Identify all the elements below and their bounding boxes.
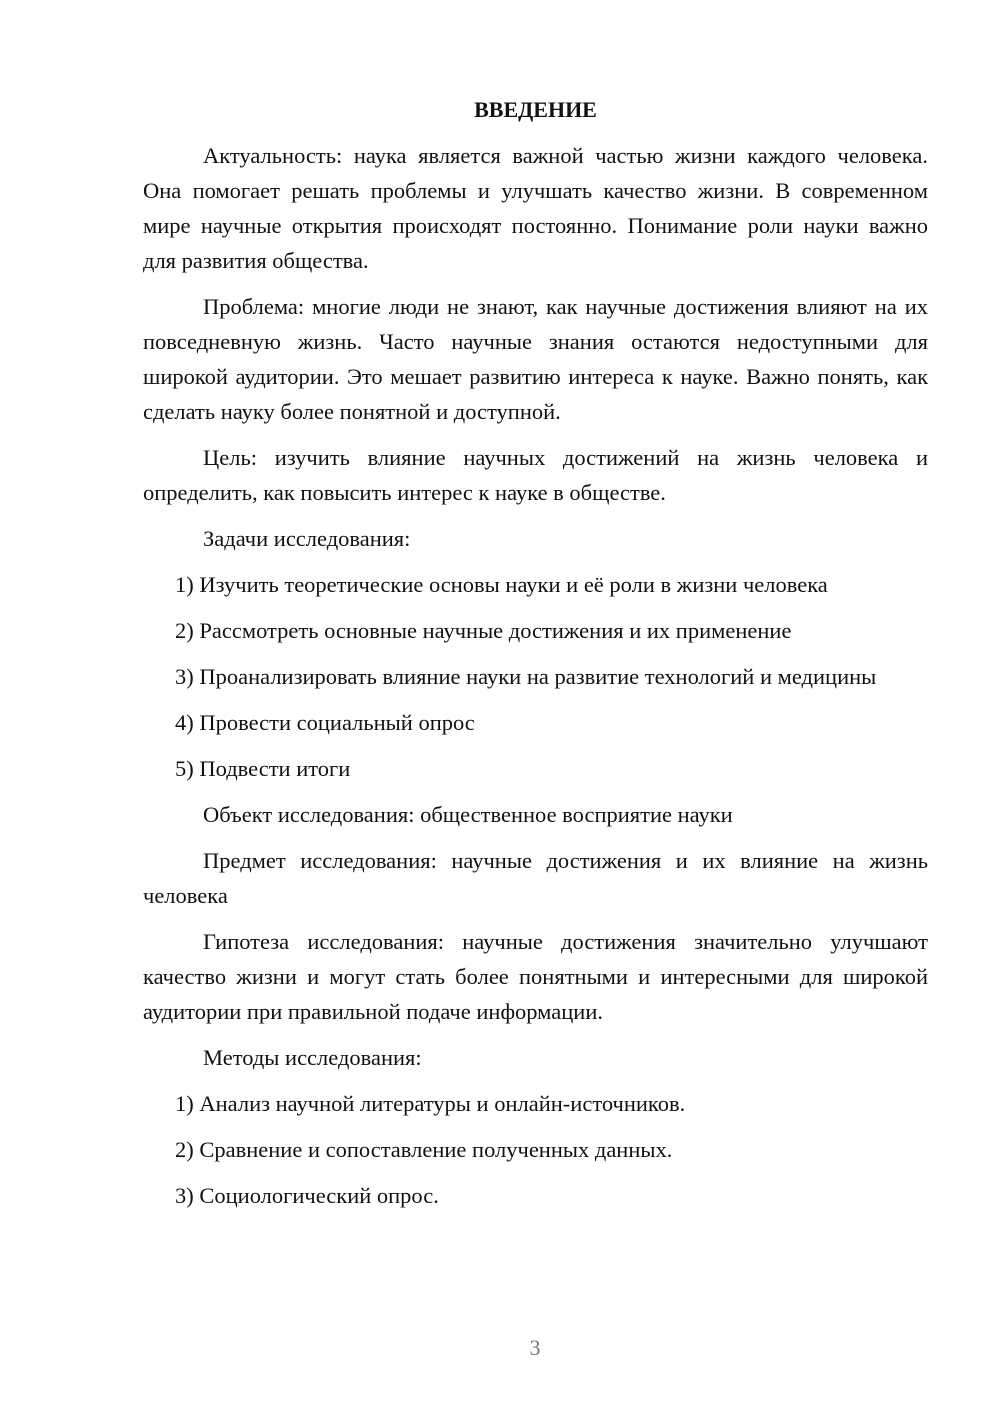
section-title: ВВЕДЕНИЕ — [474, 97, 597, 122]
problem-paragraph: Проблема: многие люди не знают, как научные достижения влияют на их повседневную жизнь. Часто научные знания остаются недоступными для широкой аудитории. Это мешает развитию интереса к науке. Важно понять, как сделать науку более понятной и доступной. — [143, 294, 928, 424]
subject-paragraph: Предмет исследования: научные достижения и их влияние на жизнь человека — [143, 848, 928, 908]
object-paragraph: Объект исследования: общественное восприятие науки — [203, 802, 733, 827]
goal-paragraph: Цель: изучить влияние научных достижений на жизнь человека и определить, как повысить интерес к науке в обществе. — [143, 445, 928, 505]
page-number: 3 — [529, 1335, 541, 1360]
task-item-3: 3) Проанализировать влияние науки на развитие технологий и медицины — [175, 664, 877, 689]
method-item-1: 1) Анализ научной литературы и онлайн-источников. — [175, 1091, 686, 1116]
relevance-paragraph: Актуальность: наука является важной частью жизни каждого человека. Она помогает решать проблемы и улучшать качество жизни. В современном мире научные открытия происходят постоянно. Понимание роли науки важно для развития общества. — [143, 143, 928, 273]
methods-heading: Методы исследования: — [203, 1045, 422, 1070]
tasks-heading: Задачи исследования: — [203, 526, 411, 551]
hypothesis-paragraph: Гипотеза исследования: научные достижения значительно улучшают качество жизни и могут стать более понятными и интересными для широкой аудитории при правильной подаче информации. — [143, 929, 928, 1024]
task-item-2: 2) Рассмотреть основные научные достижения и их применение — [175, 618, 792, 643]
task-item-5: 5) Подвести итоги — [175, 756, 351, 781]
task-item-4: 4) Провести социальный опрос — [175, 710, 475, 735]
page-content — [143, 92, 928, 1224]
method-item-2: 2) Сравнение и сопоставление полученных данных. — [175, 1137, 673, 1162]
task-item-1: 1) Изучить теоретические основы науки и её роли в жизни человека — [175, 572, 828, 597]
method-item-3: 3) Социологический опрос. — [175, 1183, 439, 1208]
